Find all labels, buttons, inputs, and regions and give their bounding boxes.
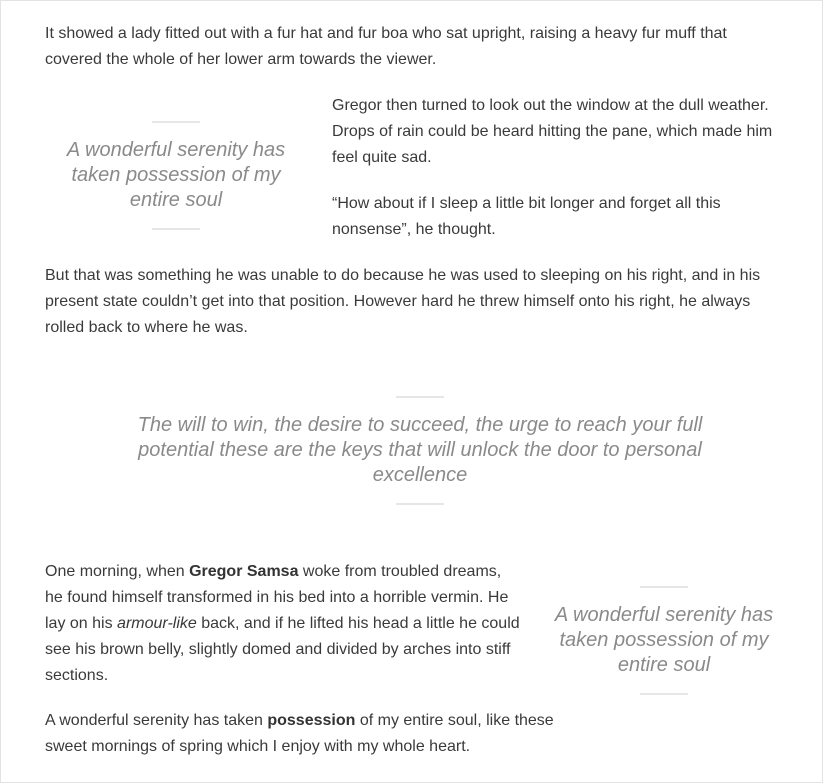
pull-quote-center [126,396,714,505]
paragraph-one-morning [45,559,520,689]
quote-top-divider [396,396,444,398]
quote-text: A wonderful serenity has taken possession of my entire soul [66,139,286,211]
quote-bottom-divider [152,228,200,230]
text-run: back, and if he lifted his head a little he could see his brown belly, slightly domed and divided by arches into stiff sections. [45,615,520,684]
pull-quote-right [546,586,782,695]
italic-term: armour-like [117,615,197,632]
paragraph-lady-fur: It showed a lady fitted out with a fur hat and fur boa who sat upright, raising a heavy fur muff that covered the whole of her lower arm towards the viewer. [45,25,727,68]
text-run: of my entire soul, like these sweet mornings of spring which I enjoy with my whole heart. [45,712,554,755]
text-run: woke from troubled dreams, he found himself transformed in his bed into a horrible vermin. He lay on his [45,563,509,632]
text-run: A wonderful serenity has taken [45,712,268,729]
quote-text: A wonderful serenity has taken possession of my entire soul [554,604,774,676]
paragraph-gregor-window: Gregor then turned to look out the window at the dull weather. Drops of rain could be heard hitting the pane, which made him feel quite sad. [332,97,773,166]
quote-top-divider [640,586,688,588]
quote-text: The will to win, the desire to succeed, the urge to reach your full potential these are the keys that will unlock the door to personal excellence [137,414,703,486]
bold-name: Gregor Samsa [189,563,299,580]
paragraph-wonderful-serenity [45,708,560,760]
quote-bottom-divider [396,503,444,505]
text-run: One morning, when [45,563,190,580]
quote-bottom-divider [640,693,688,695]
bold-word: possession [267,712,356,729]
paragraph-sleeping-right: But that was something he was unable to do because he was used to sleeping on his right, and in his present state couldn’t get into that position. However hard he threw himself onto his right, he always rolled back to where he was. [45,267,761,336]
paragraph-sleep-longer: “How about if I sleep a little bit longer and forget all this nonsense”, he thought. [332,195,721,238]
pull-quote-left [58,121,294,230]
quote-top-divider [152,121,200,123]
